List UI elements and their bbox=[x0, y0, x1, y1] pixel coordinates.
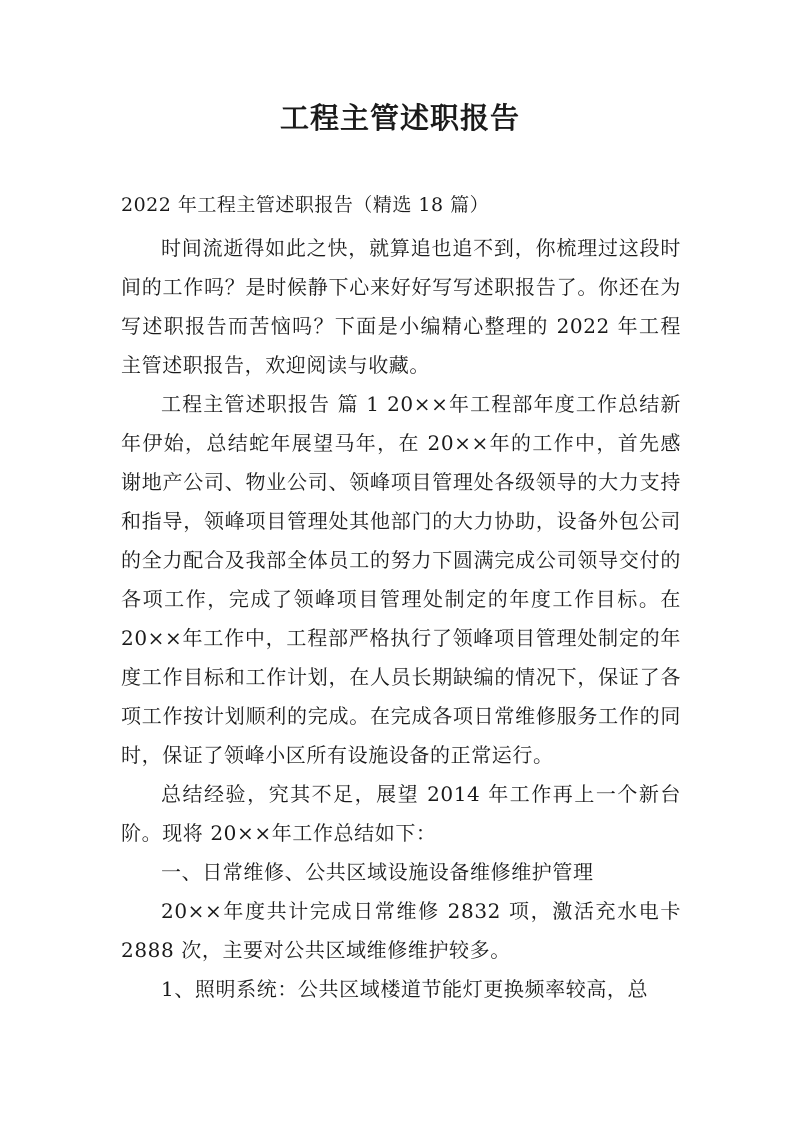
paragraph-report-1: 工程主管述职报告 篇 1 20××年工程部年度工作总结新年伊始，总结蛇年展望马年，在 20××年的工作中，首先感谢地产公司、物业公司、领峰项目管理处各级领导的大力支持和指导，领峰项目管理处其他部门的大力协助，设备外包公司的全力配合及我部全体员工的努力下圆满完成公司领导交付的各项工作，完成了领峰项目管理处制定的年度工作目标。在 20××年工作中，工程部严格执行了领峰项目管理处制定的年度工作目标和工作计划，在人员长期缺编的情况下，保证了各项工作按计划顺利的完成。在完成各项日常维修服务工作的同时，保证了领峰小区所有设施设备的正常运行。 bbox=[121, 392, 681, 767]
paragraph-summary: 总结经验，究其不足，展望 2014 年工作再上一个新台阶。现将 20××年工作总结如下： bbox=[121, 782, 681, 845]
paragraph-lighting-system: 1、照明系统：公共区域楼道节能灯更换频率较高，总 bbox=[161, 977, 649, 1001]
document-body bbox=[121, 229, 681, 1009]
document-subtitle: 2022 年工程主管述职报告（精选 18 篇） bbox=[121, 194, 490, 216]
paragraph-maintenance-stats: 20××年度共计完成日常维修 2832 项，激活充水电卡 2888 次，主要对公共区域维修维护较多。 bbox=[121, 899, 681, 962]
document-title: 工程主管述职报告 bbox=[279, 101, 520, 135]
section-heading-maintenance: 一、日常维修、公共区域设施设备维修维护管理 bbox=[161, 860, 594, 884]
paragraph-intro: 时间流逝得如此之快，就算追也追不到，你梳理过这段时间的工作吗？是时候静下心来好好写写述职报告了。你还在为写述职报告而苦恼吗？下面是小编精心整理的 2022 年工程主管述职报告，欢迎阅读与收藏。 bbox=[121, 236, 681, 377]
